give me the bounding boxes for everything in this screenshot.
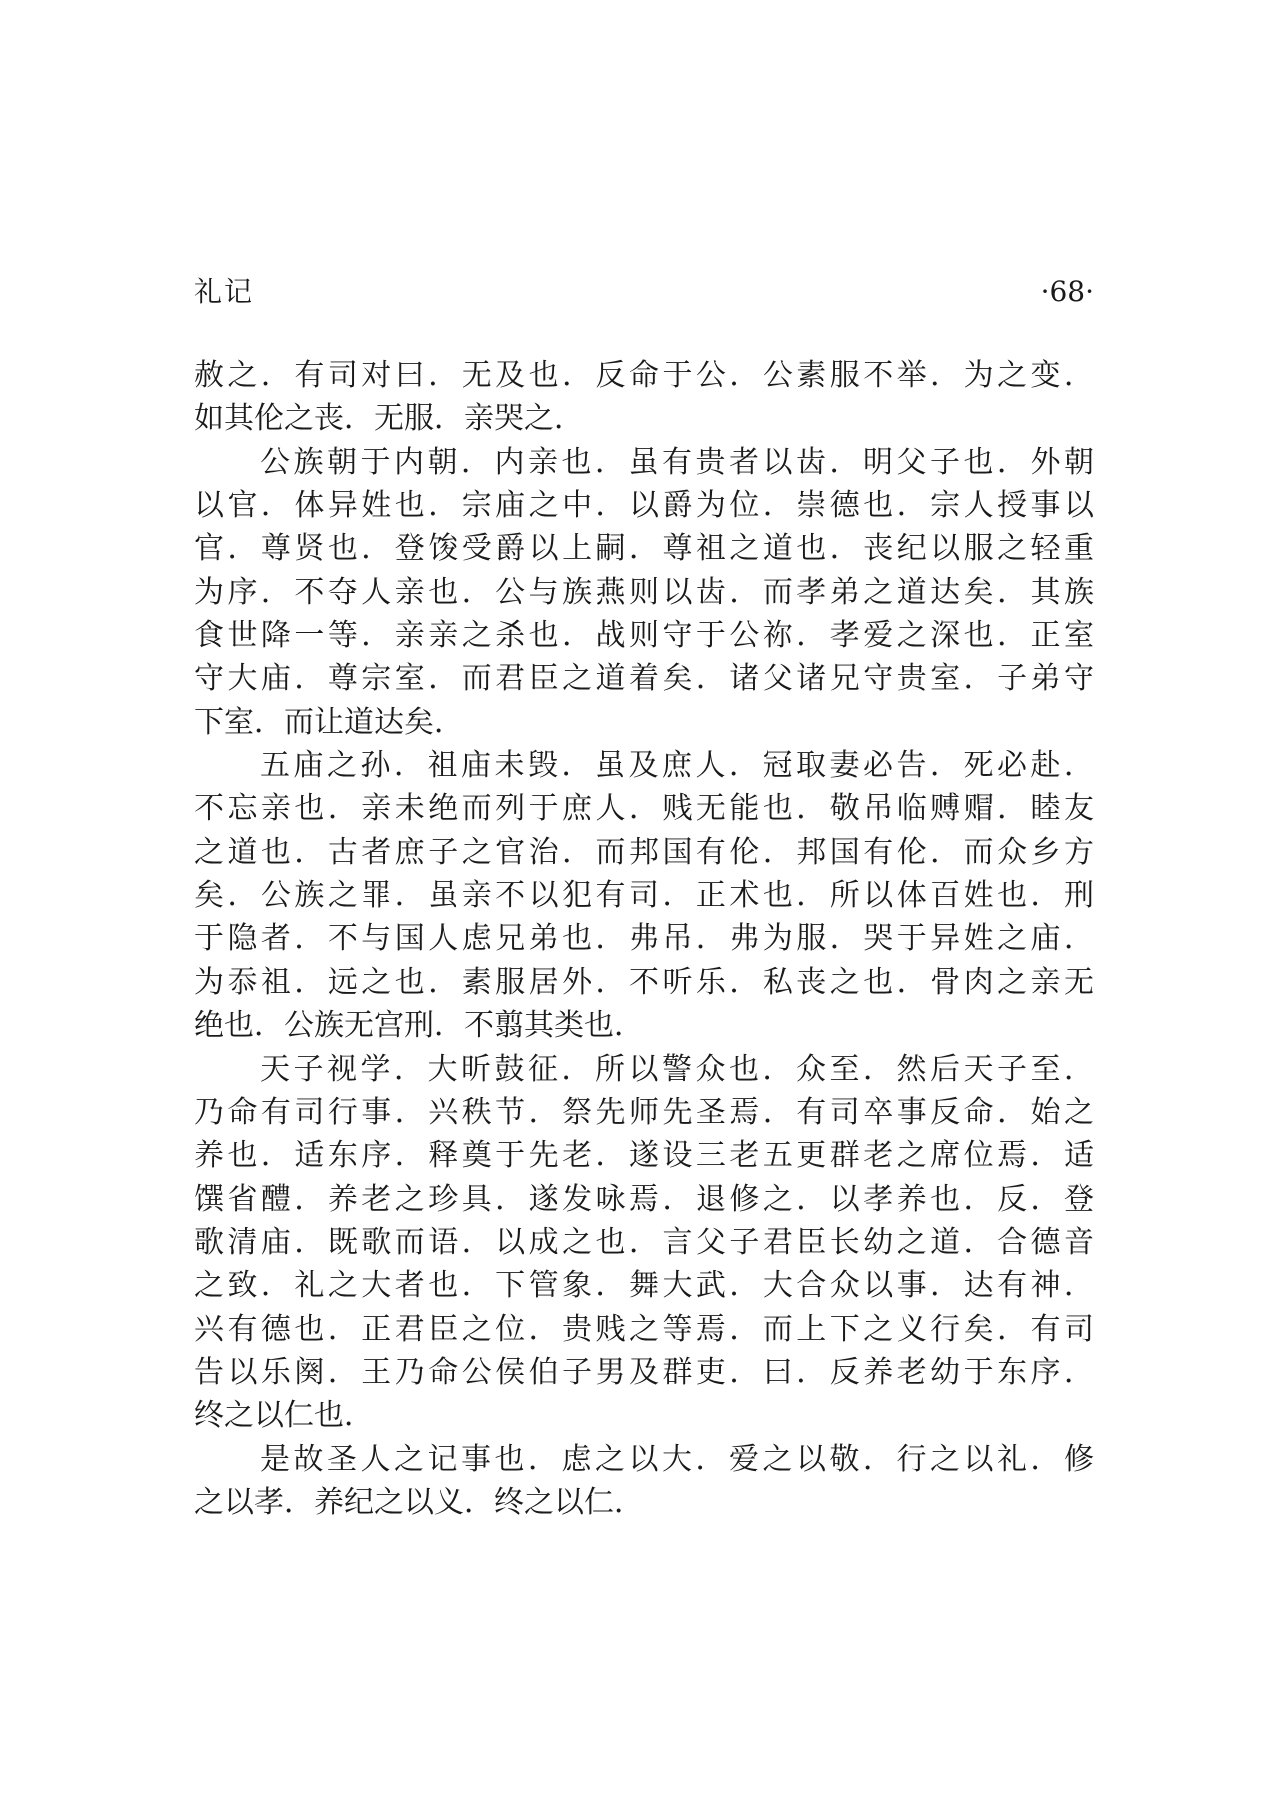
text-line: 下室．而让道达矣． [194,704,464,740]
text-line: 养也．适东序．释奠于先老．遂设三老五更群老之席位焉．适 [194,1138,1094,1174]
text-line: 之致．礼之大者也．下管象．舞大武．大合众以事．达有神． [194,1268,1094,1304]
text-line: 告以乐阕．王乃命公侯伯子男及群吏．曰．反养老幼于东序． [194,1354,1094,1390]
text-line: 乃命有司行事．兴秩节．祭先师先圣焉．有司卒事反命．始之 [194,1094,1094,1130]
book-title: 礼记 [194,275,255,308]
body-text [194,354,1094,1524]
text-line: 公族朝于内朝．内亲也．虽有贵者以齿．明父子也．外朝 [260,444,1094,480]
text-line: 为忝祖．远之也．素服居外．不听乐．私丧之也．骨肉之亲无 [194,964,1094,1000]
text-line: 天子视学．大昕鼓征．所以警众也．众至．然后天子至． [260,1051,1094,1087]
text-line: 食世降一等．亲亲之杀也．战则守于公祢．孝爱之深也．正室 [194,618,1094,654]
running-head [194,272,1094,312]
text-line: 守大庙．尊宗室．而君臣之道着矣．诸父诸兄守贵室．子弟守 [194,661,1094,697]
text-line: 之道也．古者庶子之官治．而邦国有伦．邦国有伦．而众乡方 [194,834,1094,870]
text-line: 馔省醴．养老之珍具．遂发咏焉．退修之．以孝养也．反．登 [194,1181,1094,1217]
text-line: 兴有德也．正君臣之位．贵贱之等焉．而上下之义行矣．有司 [194,1311,1094,1347]
text-line: 绝也．公族无宫刑．不翦其类也． [194,1008,644,1044]
text-line: 终之以仁也． [194,1398,374,1434]
text-line: 歌清庙．既歌而语．以成之也．言父子君臣长幼之道．合德音 [194,1224,1094,1260]
text-line: 不忘亲也．亲未绝而列于庶人．贱无能也．敬吊临赙赗．睦友 [194,791,1094,827]
text-line: 官．尊贤也．登馂受爵以上嗣．尊祖之道也．丧纪以服之轻重 [194,531,1094,567]
text-line: 五庙之孙．祖庙未毁．虽及庶人．冠取妻必告．死必赴． [260,748,1094,784]
text-line: 如其伦之丧．无服．亲哭之． [194,401,584,437]
text-line: 赦之．有司对曰．无及也．反命于公．公素服不举．为之变． [194,358,1094,393]
text-line: 是故圣人之记事也．虑之以大．爱之以敬．行之以礼．修 [260,1441,1094,1477]
text-line: 于隐者．不与国人虑兄弟也．弗吊．弗为服．哭于异姓之庙． [194,921,1094,957]
page-number: ·68· [1040,275,1094,308]
text-line: 矣．公族之罪．虽亲不以犯有司．正术也．所以体百姓也．刑 [194,878,1094,914]
text-line: 为序．不夺人亲也．公与族燕则以齿．而孝弟之道达矣．其族 [194,574,1094,610]
text-line: 以官．体异姓也．宗庙之中．以爵为位．崇德也．宗人授事以 [194,488,1094,524]
text-line: 之以孝．养纪之以义．终之以仁． [194,1484,644,1520]
